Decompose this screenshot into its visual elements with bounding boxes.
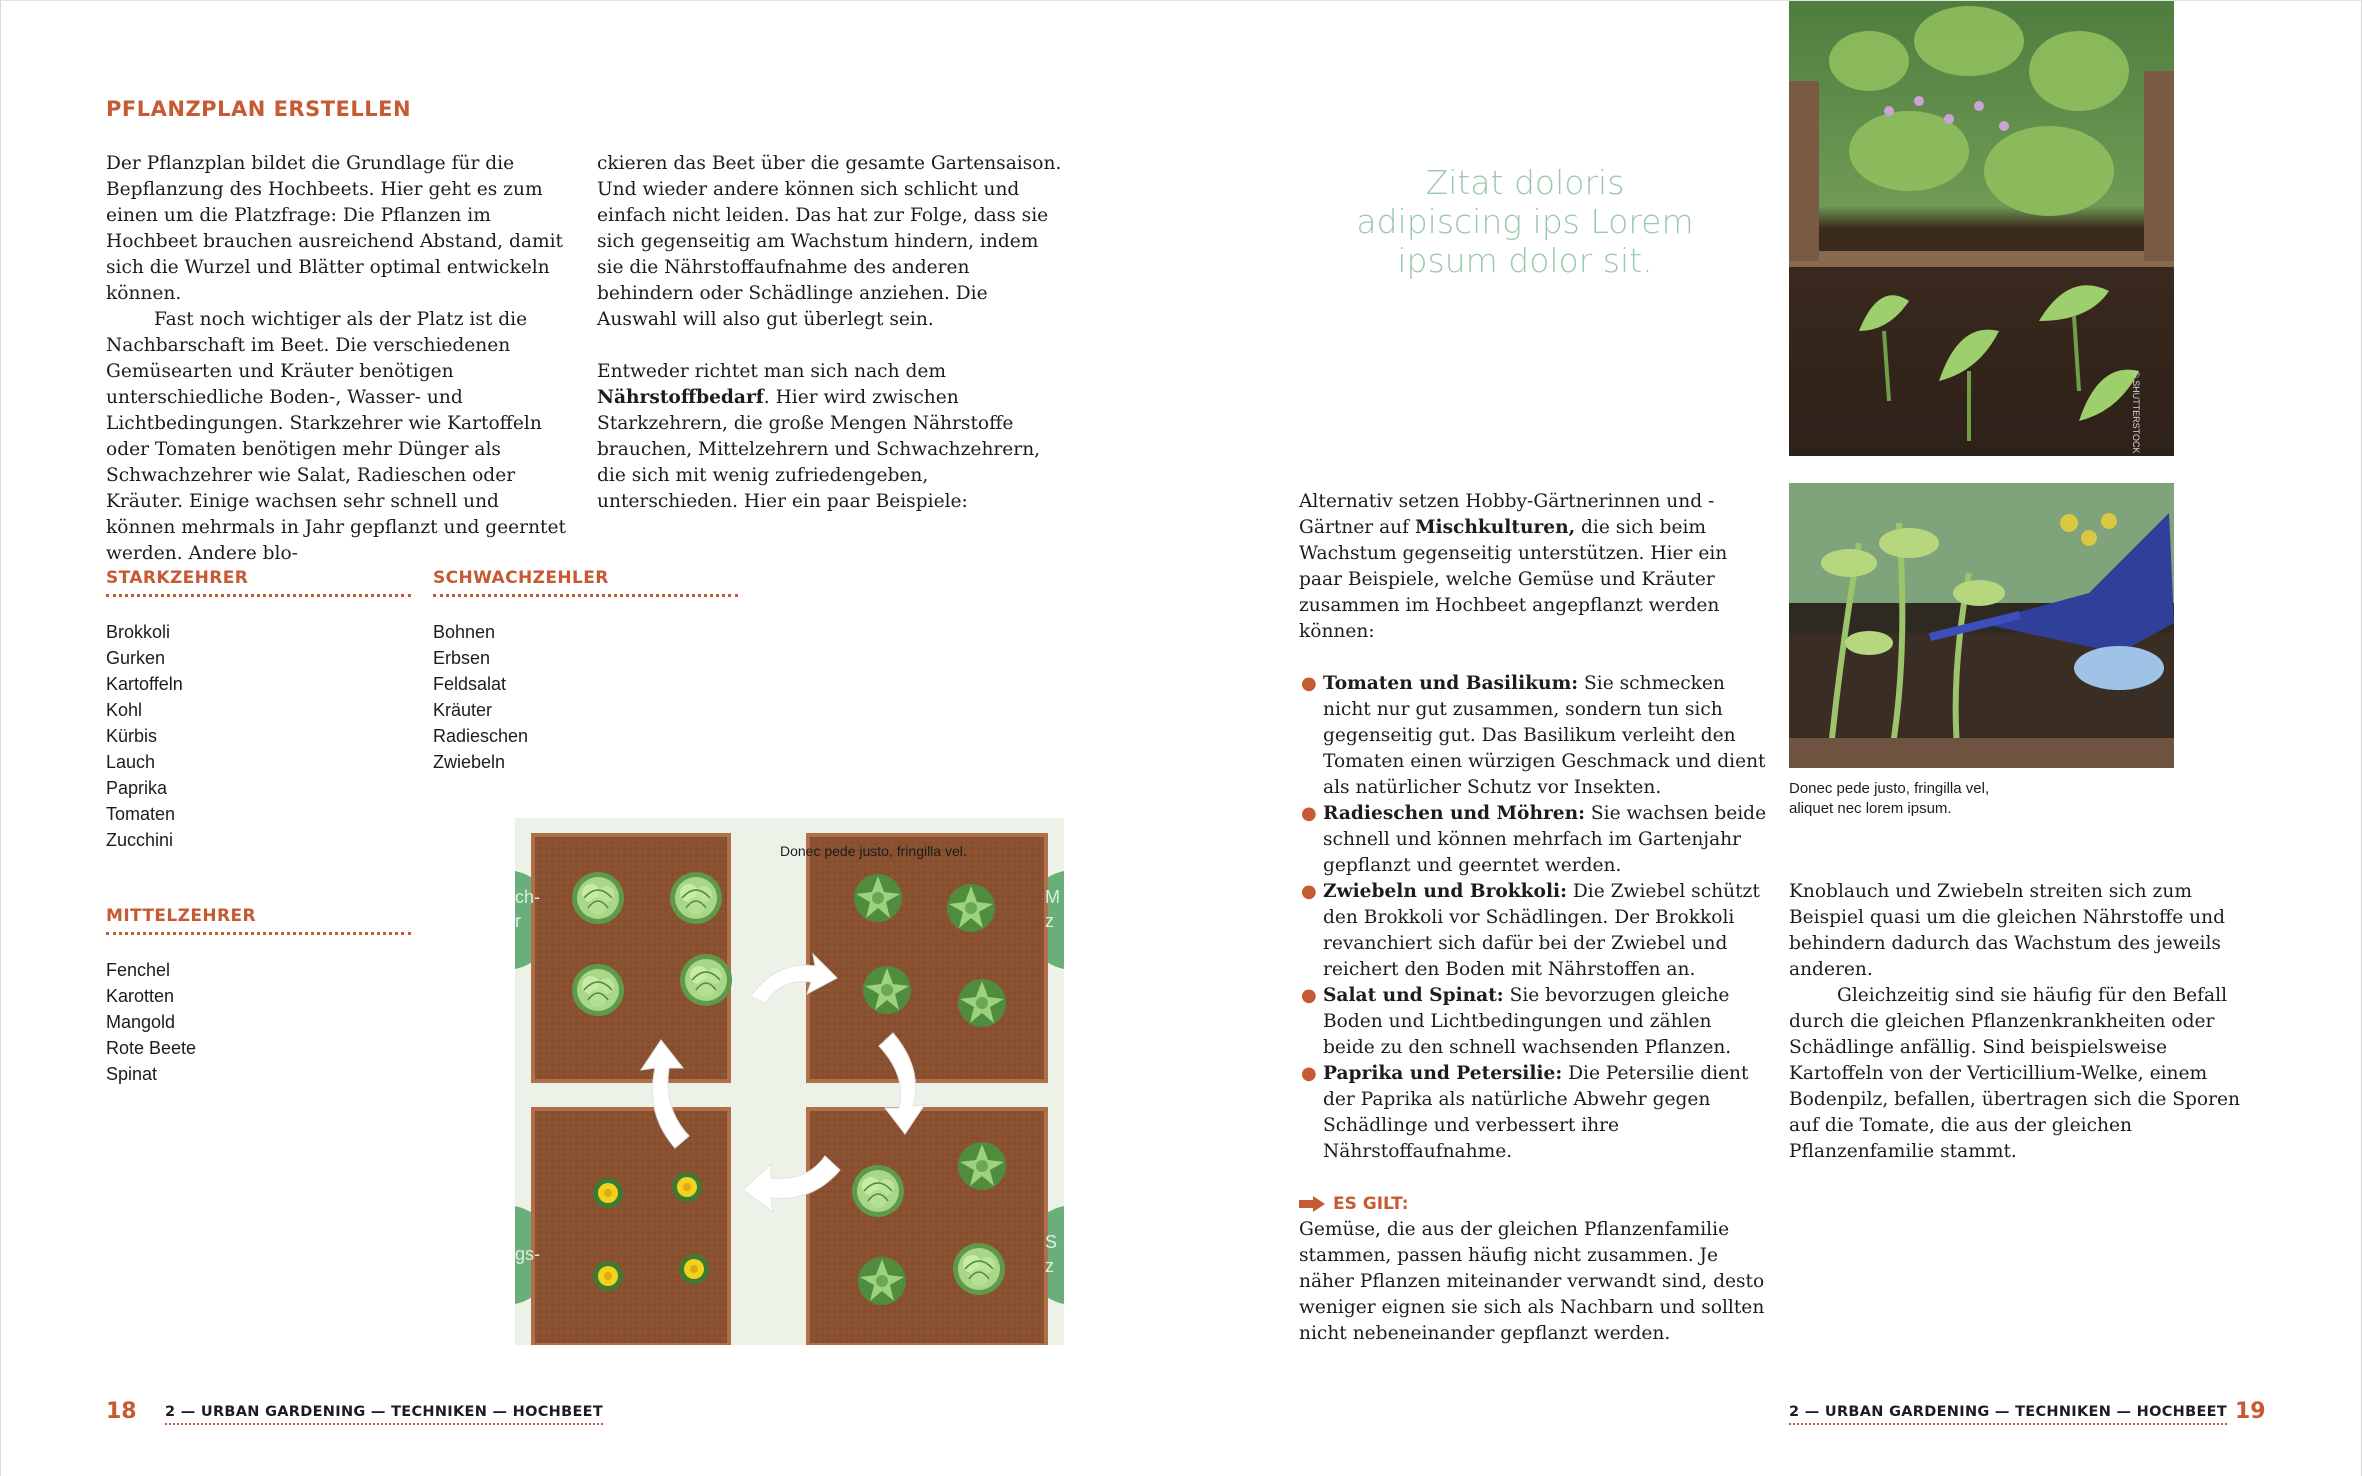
bold-term: Mischkulturen, bbox=[1414, 517, 1576, 538]
tab-label: S z bbox=[1045, 1232, 1058, 1276]
flower-plant bbox=[593, 1261, 623, 1291]
mittelzehrer-block bbox=[106, 906, 411, 1087]
section-title: PFLANZPLAN ERSTELLEN bbox=[106, 97, 412, 121]
bullet-icon: ● bbox=[1301, 673, 1317, 694]
herb-plant bbox=[863, 966, 911, 1014]
page-number: 19 bbox=[2235, 1399, 2266, 1424]
lettuce-plant bbox=[680, 954, 732, 1006]
list-item: Kartoffeln bbox=[106, 674, 183, 694]
photo-raised-bed bbox=[1789, 1, 2174, 456]
bullet-icon: ● bbox=[1301, 881, 1317, 902]
list-heading: SCHWACHZEHLER bbox=[433, 568, 738, 597]
es-gilt-box bbox=[1299, 1191, 1767, 1347]
lettuce-plant bbox=[852, 1165, 904, 1217]
flower-plant bbox=[672, 1172, 702, 1202]
diagram-illustration bbox=[515, 818, 1064, 1345]
schwachzehler-block bbox=[433, 568, 738, 775]
flower-plant bbox=[593, 1178, 623, 1208]
herb-plant bbox=[958, 1142, 1006, 1190]
list-item: Kürbis bbox=[106, 726, 158, 746]
bullet-icon: ● bbox=[1301, 803, 1317, 824]
photo-watering-image bbox=[1789, 483, 2174, 768]
right-page bbox=[1180, 0, 2362, 1476]
paragraph: Gleichzeitig sind sie häufig für den Befall durch die gleichen Pflanzenkrankheiten oder Schädlinge anfällig. Sind beispielsweise Kartoffeln von der Verticillium-Welke, einem Bodenpilz, befallen, übertragen sich die Sporen auf die Tomate, die aus der gleichen Pflanzenfamilie stammt. bbox=[1789, 985, 2240, 1162]
list-item: Kräuter bbox=[433, 700, 493, 720]
paragraph: Gemüse, die aus der gleichen Pflanzenfamilie stammen, passen häufig nicht zusammen. Je näher Pflanzen miteinander verwandt sind, desto weniger eignen sie sich als Nachbarn und sollten nicht nebeneinander gepflanzt werden. bbox=[1299, 1219, 1765, 1344]
tab-label: M z bbox=[1045, 887, 1060, 931]
running-head: 2 — URBAN GARDENING — TECHNIKEN — HOCHBEET bbox=[1789, 1404, 2227, 1425]
list-item: ● Zwiebeln und Brokkoli: Die Zwiebel schützt den Brokkoli vor Schädlingen. Der Brokkoli revanchiert sich dafür bei der Zwiebel und reichert den Boden mit Nährstoffen an. bbox=[1301, 881, 1760, 980]
list-item: Zucchini bbox=[106, 830, 174, 850]
list-heading: MITTELZEHRER bbox=[106, 906, 411, 935]
list-item: ● Paprika und Petersilie: Die Petersilie dient der Paprika als natürliche Abwehr gegen Schädlinge und verbessert ihre Nährstoffaufnahme. bbox=[1301, 1063, 1749, 1162]
list-heading: STARKZEHRER bbox=[106, 568, 411, 597]
tab-label: gs- bbox=[515, 1244, 541, 1264]
es-gilt-heading: ES GILT: bbox=[1299, 1191, 1767, 1217]
paragraph: ckieren das Beet über die gesamte Gartensaison. Und wieder andere können sich schlicht und einfach nicht leiden. Das hat zur Folge, dass sie sich gegenseitig am Wachstum hindern, indem sie die Nährstoffaufnahme des anderen behindern oder Schädlinge anziehen. Die Auswahl will also gut überlegt sein. bbox=[597, 153, 1062, 330]
lettuce-plant bbox=[670, 872, 722, 924]
page-number: 18 bbox=[106, 1399, 137, 1424]
bullet-icon: ● bbox=[1301, 1063, 1317, 1084]
plant-list bbox=[106, 957, 411, 1087]
list-item: ● Radieschen und Möhren: Sie wachsen beide schnell und können mehrfach im Gartenjahr gepflanzt und geerntet werden. bbox=[1301, 803, 1767, 876]
herb-plant bbox=[858, 1257, 906, 1305]
list-item: Mangold bbox=[106, 1012, 176, 1032]
herb-plant bbox=[947, 884, 995, 932]
list-item: ● Salat und Spinat: Sie bevorzugen gleiche Boden und Lichtbedingungen und zählen beide zu den schnell wachsenden Pflanzen. bbox=[1301, 985, 1732, 1058]
photo-watering bbox=[1789, 483, 2174, 768]
paragraph: Knoblauch und Zwiebeln streiten sich zum Beispiel quasi um die gleichen Nährstoffe und behindern dadurch das Wachstum des jeweils anderen. bbox=[1789, 881, 2225, 980]
companion-list bbox=[1299, 671, 1767, 1165]
list-item: Karotten bbox=[106, 986, 175, 1006]
running-head: 2 — URBAN GARDENING — TECHNIKEN — HOCHBEET bbox=[165, 1404, 603, 1425]
list-item: Paprika bbox=[106, 778, 168, 798]
list-item: ● Tomaten und Basilikum: Sie schmecken nicht nur gut zusammen, sondern tun sich gegenseitig gut. Das Basilikum verleiht den Tomaten einen würzigen Geschmack und dient als natürlicher Schutz vor Insekten. bbox=[1301, 673, 1766, 798]
photo-caption: Donec pede justo, fringilla vel, aliquet nec lorem ipsum. bbox=[1789, 780, 1990, 817]
lettuce-plant bbox=[953, 1243, 1005, 1295]
right-column-2 bbox=[1789, 879, 2259, 1165]
list-item: Brokkoli bbox=[106, 622, 171, 642]
left-column-1 bbox=[106, 151, 568, 567]
paragraph: Der Pflanzplan bildet die Grundlage für die Bepflanzung des Hochbeets. Hier geht es zum einen um die Platzfrage: Die Pflanzen im Hochbeet brauchen ausreichend Abstand, damit sich die Wurzel und Blätter optimal entwickeln können. bbox=[106, 153, 564, 304]
photo-raised-bed-image bbox=[1789, 1, 2174, 456]
bullet-icon: ● bbox=[1301, 985, 1317, 1006]
list-item: Gurken bbox=[106, 648, 166, 668]
paragraph: Entweder richtet man sich nach dem Nährstoffbedarf. Hier wird zwischen Starkzehrern, die große Mengen Nährstoffe brauchen, Mittelzehrern und Schwachzehrern, die sich mit wenig zufriedengeben, unterschieden. Hier ein paar Beispiele: bbox=[597, 361, 1041, 512]
pull-quote: Zitat doloris adipiscing ips Lorem ipsum dolor sit. bbox=[1356, 163, 1694, 280]
list-item: Spinat bbox=[106, 1064, 158, 1084]
right-column-1 bbox=[1299, 489, 1767, 1347]
arrow-right-icon bbox=[1299, 1196, 1325, 1212]
herb-plant bbox=[854, 874, 902, 922]
bed-bottom-right bbox=[808, 1109, 1046, 1345]
bold-term: Nährstoffbedarf bbox=[597, 387, 764, 408]
diagram-caption: Donec pede justo, fringilla vel. bbox=[780, 843, 967, 859]
left-column-2 bbox=[597, 151, 1067, 515]
left-page bbox=[0, 0, 1180, 1476]
list-item: Fenchel bbox=[106, 960, 171, 980]
starkzehrer-block bbox=[106, 568, 411, 853]
plant-list bbox=[433, 619, 738, 775]
list-item: Erbsen bbox=[433, 648, 491, 668]
bed-top-right bbox=[808, 835, 1046, 1081]
list-item: Feldsalat bbox=[433, 674, 507, 694]
bed-bottom-left bbox=[533, 1109, 729, 1345]
herb-plant bbox=[958, 979, 1006, 1027]
list-item: Zwiebeln bbox=[433, 752, 506, 772]
list-item: Kohl bbox=[106, 700, 143, 720]
lettuce-plant bbox=[572, 872, 624, 924]
list-item: Bohnen bbox=[433, 622, 496, 642]
paragraph: Fast noch wichtiger als der Platz ist die Nachbarschaft im Beet. Die verschiedenen Gemüsearten und Kräuter benötigen unterschiedliche Boden-, Wasser- und Lichtbedingungen. Starkzehrer wie Kartoffeln oder Tomaten benötigen mehr Dünger als Schwachzehrer wie Salat, Radieschen oder Kräuter. Einige wachsen sehr schnell und können mehrmals in Jahr gepflanzt und geerntet werden. Andere blo- bbox=[106, 309, 566, 564]
tab-label: ch- r bbox=[515, 887, 541, 931]
crop-rotation-diagram bbox=[515, 818, 1064, 1345]
plant-list bbox=[106, 619, 411, 853]
paragraph: Alternativ setzen Hobby-Gärtnerinnen und -Gärtner auf Mischkulturen, die sich beim Wachstum gegenseitig unterstützen. Hier ein paar Beispiele, welche Gemüse und Kräuter zusammen im Hochbeet angepflanzt werden können: bbox=[1299, 491, 1728, 642]
flower-plant bbox=[679, 1254, 709, 1284]
list-item: Lauch bbox=[106, 752, 156, 772]
photo-credit: © SHUTTERSTOCK bbox=[2131, 371, 2141, 454]
list-item: Radieschen bbox=[433, 726, 529, 746]
list-item: Tomaten bbox=[106, 804, 176, 824]
list-item: Rote Beete bbox=[106, 1038, 197, 1058]
lettuce-plant bbox=[572, 964, 624, 1016]
